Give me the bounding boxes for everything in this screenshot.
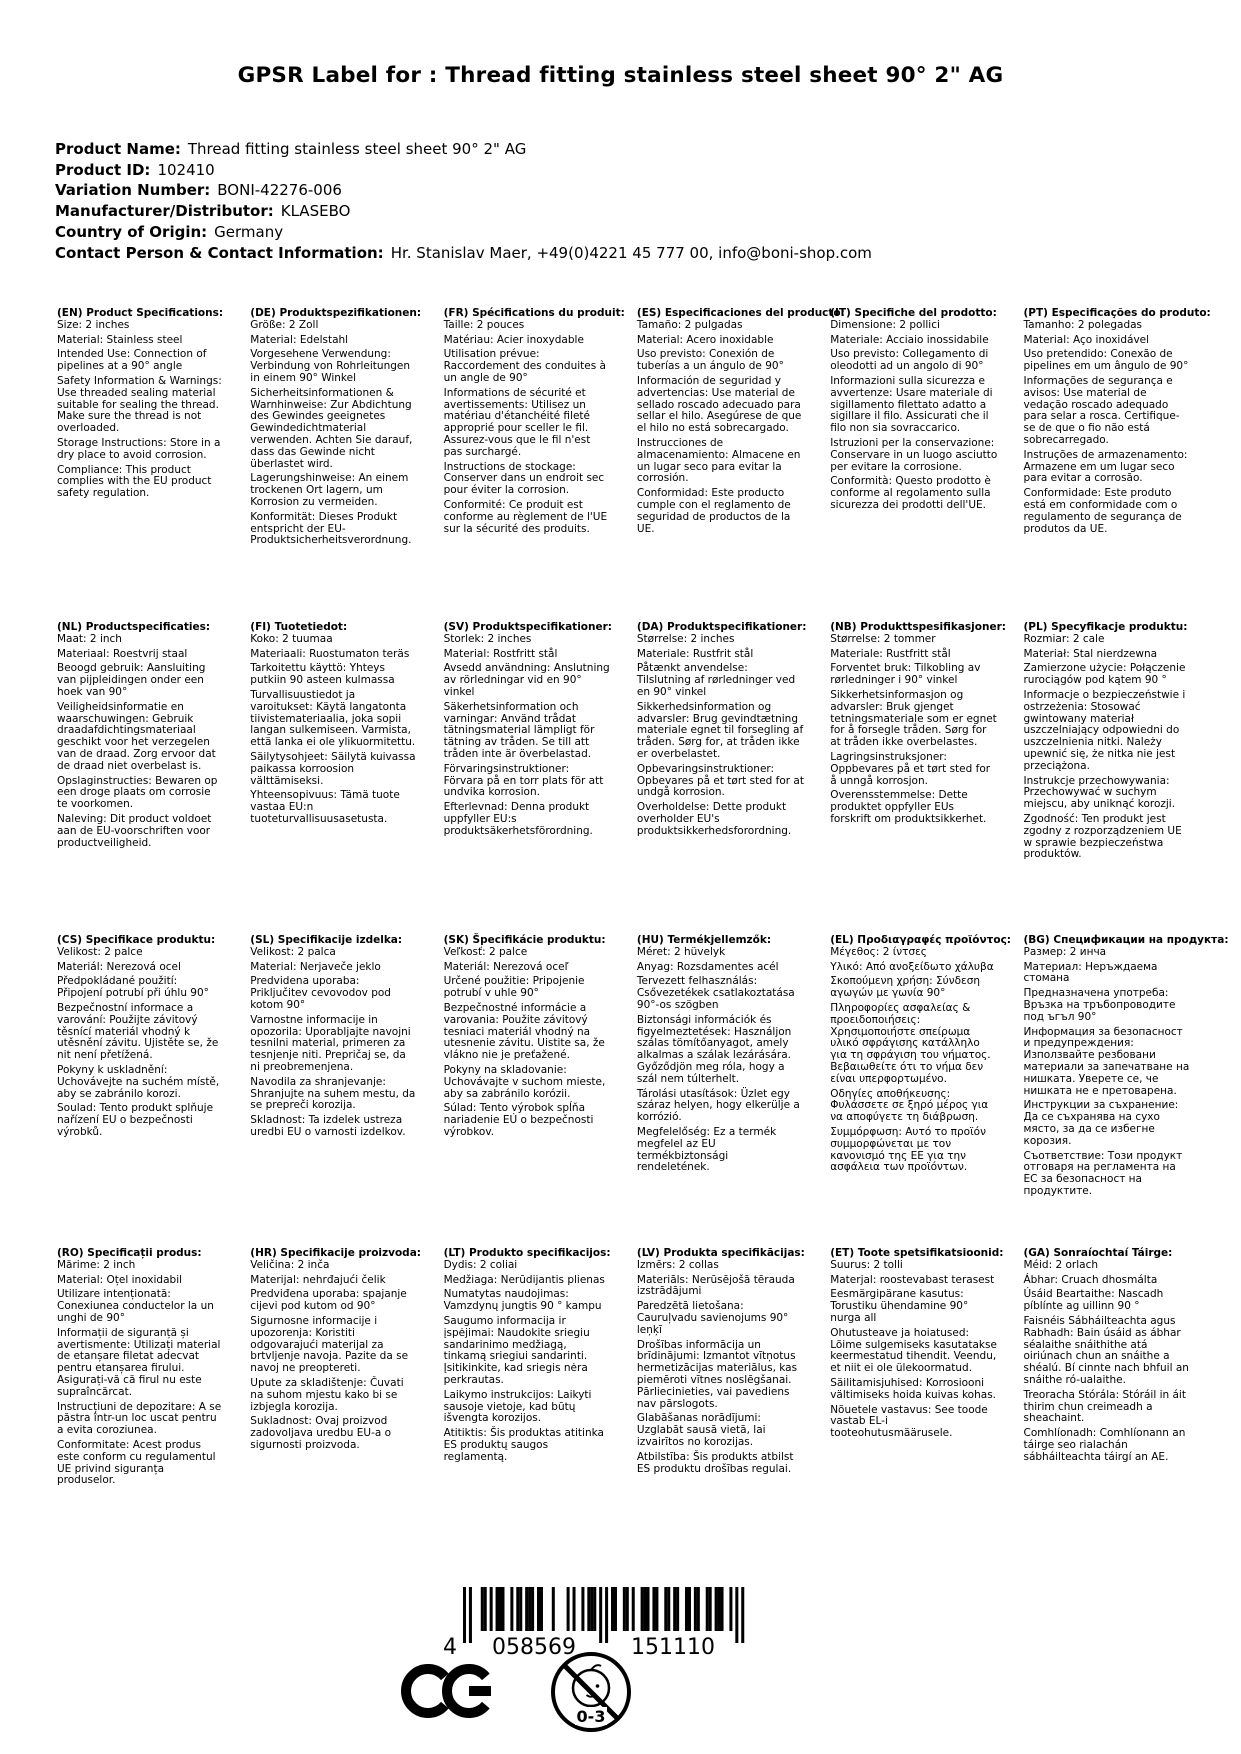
spec-paragraph: Nõuetele vastavus: See toode vastab EL-i tooteohutusmäärusele. bbox=[830, 1403, 988, 1440]
spec-heading: (HR) Specifikacije proizvoda: bbox=[250, 1247, 421, 1259]
spec-paragraph: Lagringsinstruksjoner: Oppbevares på et tørt sted for å unngå korrosjon. bbox=[830, 750, 991, 787]
spec-paragraph: Säilytysohjeet: Säilytä kuivassa paikassa korroosion välttämiseksi. bbox=[250, 750, 416, 787]
spec-paragraph: Informații de siguranță și avertismente: Utilizați material de etanșare filetat adecvat pentru etanșarea firului. Asigurați-vă că firul nu este supraîncărcat. bbox=[57, 1326, 221, 1398]
spec-heading: (SL) Specifikacije izdelka: bbox=[250, 934, 403, 946]
info-label: Product Name: bbox=[55, 140, 181, 158]
product-info-row bbox=[55, 139, 872, 160]
spec-block-el bbox=[830, 935, 1023, 1248]
spec-heading: (FR) Spécifications du produit: bbox=[443, 307, 625, 319]
spec-paragraph: Varnostne informacije in opozorila: Uporabljajte navojni tesnilni material, primeren za tesnjenje niti. Prepričaj se, da ni preobremenjena. bbox=[250, 1013, 411, 1073]
spec-heading: (NB) Produkttspesifikasjoner: bbox=[830, 621, 1006, 633]
spec-paragraph: Veličina: 2 inča bbox=[250, 1258, 330, 1271]
spec-paragraph: Izmērs: 2 collas bbox=[636, 1258, 719, 1271]
spec-heading: (DE) Produktspezifikationen: bbox=[250, 307, 422, 319]
spec-paragraph: Saugumo informacija ir įspėjimai: Naudokite sriegiu sandarinimo medžiagą, tinkamą sriegiui sandarinti. Įsitikinkite, kad sriegis nėra perkrautas. bbox=[443, 1314, 590, 1386]
spec-heading: (GA) Sonraíochtaí Táirge: bbox=[1023, 1247, 1173, 1259]
spec-paragraph: Material: Edelstahl bbox=[250, 333, 349, 346]
spec-block-ro bbox=[57, 1248, 250, 1487]
page-title: GPSR Label for : Thread fitting stainless steel sheet 90° 2" AG bbox=[237, 63, 1004, 88]
spec-paragraph: Suurus: 2 tolli bbox=[830, 1258, 903, 1271]
info-value: BONI-42276-006 bbox=[217, 181, 342, 200]
spec-paragraph: Méret: 2 hüvelyk bbox=[636, 945, 726, 958]
spec-paragraph: Sikkerhedsinformation og advarsler: Brug gevindtætning materiale egnet til forsegling af tråden. Sørg for, at tråden ikke er overbelastet. bbox=[636, 700, 804, 760]
spec-paragraph: Размер: 2 инча bbox=[1023, 945, 1107, 958]
spec-paragraph: Materiale: Acciaio inossidabile bbox=[830, 333, 989, 346]
spec-heading: (HU) Termékjellemzők: bbox=[636, 934, 772, 946]
spec-heading: (FI) Tuotetiedot: bbox=[250, 621, 348, 633]
spec-paragraph: Съответствие: Този продукт отговаря на регламента на ЕС за безопасност на продуктите. bbox=[1023, 1149, 1183, 1197]
spec-paragraph: Instruções de armazenamento: Armazene em um lugar seco para evitar a corrosão. bbox=[1023, 448, 1188, 485]
spec-heading: (LV) Produkta specifikācijas: bbox=[636, 1247, 805, 1259]
spec-block-nb bbox=[830, 622, 1023, 935]
spec-heading: (RO) Specificații produs: bbox=[57, 1247, 202, 1259]
spec-paragraph: Tamaño: 2 pulgadas bbox=[636, 318, 743, 331]
spec-paragraph: Koko: 2 tuumaa bbox=[250, 632, 333, 645]
spec-paragraph: Uso previsto: Conexión de tuberías a un ángulo de 90° bbox=[636, 348, 784, 373]
spec-paragraph: Tarkoitettu käyttö: Yhteys putkiin 90 asteen kulmassa bbox=[250, 662, 395, 687]
spec-paragraph: Säkerhetsinformation och varningar: Använd trådat tätningsmaterial lämpligt för tätning av tråden. Se till att tråden inte är överbelastad. bbox=[443, 700, 595, 760]
spec-paragraph: Materiál: Nerezová oceľ bbox=[443, 960, 569, 973]
spec-paragraph: Materijal: nehrđajući čelik bbox=[250, 1273, 386, 1286]
spec-paragraph: Efterlevnad: Denna produkt uppfyller EU:s produktsäkerhetsförordning. bbox=[443, 801, 593, 837]
spec-paragraph: Bezpečnostné informácie a varovania: Použite závitový tesniaci materiál vhodný na utesnenie závitu. Uistite sa, že vlákno nie je preťažené. bbox=[443, 1001, 605, 1062]
spec-paragraph: Conformità: Questo prodotto è conforme al regolamento sulla sicurezza dei prodotti dell'UE. bbox=[830, 475, 991, 511]
spec-heading: (EN) Product Specifications: bbox=[57, 307, 224, 319]
spec-paragraph: Materiál: Nerezová ocel bbox=[57, 960, 181, 973]
spec-paragraph: Material: Acero inoxidable bbox=[636, 333, 774, 346]
spec-heading: (IT) Specifiche del prodotto: bbox=[830, 307, 997, 319]
spec-paragraph: Veľkosť: 2 palce bbox=[443, 945, 528, 958]
spec-paragraph: Información de seguridad y advertencias: Use material de sellado roscado adecuado para sellar el hilo. Asegúrese de que el hilo no está sobrecargado. bbox=[636, 374, 802, 435]
spec-paragraph: Pokyny k uskladnění: Uchovávejte na suchém místě, aby se zabránilo korozi. bbox=[57, 1063, 220, 1100]
spec-heading: (NL) Productspecificaties: bbox=[57, 621, 211, 633]
spec-paragraph: Materiale: Rustfritt stål bbox=[830, 647, 951, 660]
spec-paragraph: Sicherheitsinformationen & Warnhinweise: Zur Abdichtung des Gewindes geeignetes Gewindedichtmaterial verwenden. Achten Sie darauf, dass das Gewinde nicht überlastet wird. bbox=[250, 386, 413, 470]
spec-paragraph: Faisnéis Sábháilteachta agus Rabhadh: Bain úsáid as ábhar séalaithe snáithithe atá oiriúnach chun an snáithe a shéalú. Bí cinnte nach bhfuil an snáithe ró-ualaithe. bbox=[1023, 1314, 1189, 1386]
product-info-row bbox=[55, 243, 872, 264]
spec-paragraph: Material: Oțel inoxidabil bbox=[57, 1273, 183, 1286]
spec-paragraph: Material: Nerjaveče jeklo bbox=[250, 960, 381, 973]
ean13-barcode bbox=[437, 1587, 757, 1659]
barcode-left-digits: 058569 bbox=[492, 1635, 576, 1659]
ce-mark-icon bbox=[400, 1660, 498, 1722]
spec-paragraph: Sukladnost: Ovaj proizvod zadovoljava uredbu EU-a o sigurnosti proizvoda. bbox=[250, 1415, 392, 1451]
spec-paragraph: Dimensione: 2 pollici bbox=[830, 318, 940, 331]
spec-paragraph: Avsedd användning: Anslutning av rörledningar vid en 90° vinkel bbox=[443, 662, 610, 698]
spec-paragraph: Mărime: 2 inch bbox=[57, 1258, 136, 1271]
spec-heading: (ES) Especificaciones del producto: bbox=[636, 307, 845, 319]
spec-block-sk bbox=[444, 935, 637, 1248]
spec-block-hu bbox=[637, 935, 830, 1248]
spec-heading: (CS) Specifikace produktu: bbox=[57, 934, 216, 946]
spec-paragraph: Πληροφορίες ασφαλείας & προειδοποιήσεις: Χρησιμοποιήστε σπείρωμα υλικό σφράγισης κατάλληλο για τη σφράγιση του νήματος. Βεβαιωθείτε ότι το νήμα δεν είναι υπερφορτωμένο. bbox=[830, 1001, 991, 1085]
spec-block-it bbox=[830, 308, 1023, 622]
spec-paragraph: Tervezett felhasználás: Csővezetékek csatlakoztatása 90°-os szögben bbox=[636, 975, 795, 1011]
spec-paragraph: Opbevaringsinstruktioner: Opbevares på et tørt sted for at undgå korrosion. bbox=[636, 762, 804, 799]
spec-paragraph: Intended Use: Connection of pipelines at a 90° angle bbox=[57, 348, 207, 373]
spec-paragraph: Yhteensopivuus: Tämä tuote vastaa EU:n tuoteturvallisuusasetusta. bbox=[250, 789, 400, 825]
spec-paragraph: Materiaal: Roestvrij staal bbox=[57, 647, 188, 660]
info-value: Hr. Stanislav Maer, +49(0)4221 45 777 00, info@boni-shop.com bbox=[390, 243, 872, 262]
spec-paragraph: Vorgesehene Verwendung: Verbindung von Rohrleitungen in einem 90° Winkel bbox=[250, 348, 411, 384]
product-info-row bbox=[55, 160, 872, 181]
spec-paragraph: Beoogd gebruik: Aansluiting van pijpleidingen onder een hoek van 90° bbox=[57, 662, 206, 698]
spec-paragraph: Material: Stainless steel bbox=[57, 333, 183, 346]
spec-heading: (PL) Specyfikacje produktu: bbox=[1023, 621, 1188, 633]
spec-paragraph: Conformidade: Este produto está em conformidade com o regulamento de segurança de produtos da UE. bbox=[1023, 487, 1182, 535]
spec-paragraph: Pokyny na skladovanie: Uchovávajte v suchom mieste, aby sa zabránilo korózii. bbox=[443, 1063, 606, 1100]
spec-paragraph: Opslaginstructies: Bewaren op een droge plaats om corrosie te voorkomen. bbox=[57, 774, 218, 811]
spec-paragraph: Rozmiar: 2 cale bbox=[1023, 632, 1105, 645]
spec-paragraph: Dydis: 2 coliai bbox=[443, 1258, 518, 1271]
spec-paragraph: Konformität: Dieses Produkt entspricht der EU-Produktsicherheitsverordnung. bbox=[250, 510, 412, 547]
spec-paragraph: Sikkerhetsinformasjon og advarsler: Bruk gjenget tetningsmateriale som er egnet for å forsegle tråden. Sørg for at tråden ikke overbelastes. bbox=[830, 688, 997, 749]
spec-paragraph: Materiāls: Nerūsējošā tērauda izstrādājumi bbox=[636, 1273, 795, 1298]
spec-paragraph: Uso previsto: Collegamento di oleodotti ad un angolo di 90° bbox=[830, 348, 989, 373]
spec-paragraph: Taille: 2 pouces bbox=[443, 318, 525, 331]
info-label: Variation Number: bbox=[55, 181, 211, 200]
spec-paragraph: Предназначена употреба: Връзка на тръбопроводите под ъгъл 90° bbox=[1023, 987, 1176, 1023]
spec-paragraph: Predviđena uporaba: spajanje cijevi pod kutom od 90° bbox=[250, 1288, 407, 1313]
spec-paragraph: Informations de sécurité et avertissements: Utilisez un matériau d'étanchéité fileté approprié pour sceller le fil. Assurez-vous que le fil n'est pas surchargé. bbox=[443, 386, 591, 458]
spec-paragraph: Tárolási utasítások: Üzlet egy száraz helyen, hogy elkerülje a korrózió. bbox=[636, 1087, 800, 1124]
spec-paragraph: Predvidena uporaba: Priključitev cevovodov pod kotom 90° bbox=[250, 975, 391, 1011]
spec-paragraph: Upute za skladištenje: Čuvati na suhom mjestu kako bi se izbjegla korozija. bbox=[250, 1376, 404, 1413]
spec-block-en bbox=[57, 308, 250, 622]
spec-paragraph: Instrukcje przechowywania: Przechowywać w suchym miejscu, aby uniknąć korozji. bbox=[1023, 774, 1176, 811]
spec-paragraph: Informacje o bezpieczeństwie i ostrzeżenia: Stosować gwintowany materiał uszczelniający odpowiedni do uszczelnienia nitki. Należy upewnić się, że nitka nie jest przeciążona. bbox=[1023, 688, 1186, 772]
spec-block-cs bbox=[57, 935, 250, 1248]
spec-paragraph: Οδηγίες αποθήκευσης: Φυλάσσετε σε ξηρό μέρος για να αποφύγετε τη διάβρωση. bbox=[830, 1087, 989, 1124]
spec-paragraph: Treoracha Stórála: Stóráil in áit thirim chun creimeadh a sheachaint. bbox=[1023, 1388, 1186, 1425]
spec-paragraph: Velikost: 2 palce bbox=[57, 945, 143, 958]
spec-paragraph: Zamierzone użycie: Połączenie rurociągów pod kątem 90 ° bbox=[1023, 662, 1186, 687]
spec-paragraph: Påtænkt anvendelse: Tilslutning af rørledninger ved en 90° vinkel bbox=[636, 662, 796, 698]
spec-paragraph: Overensstemmelse: Dette produktet oppfyller EUs forskrift om produktsikkerhet. bbox=[830, 789, 987, 825]
spec-paragraph: Comhlíonadh: Comhlíonann an táirge seo rialachán sábháilteachta táirgí an AE. bbox=[1023, 1427, 1186, 1463]
product-info-row bbox=[55, 222, 872, 243]
spec-paragraph: Anyag: Rozsdamentes acél bbox=[636, 960, 779, 973]
spec-heading: (BG) Спецификации на продукта: bbox=[1023, 934, 1229, 946]
spec-paragraph: Glabāšanas norādījumi: Uzglabāt sausā vietā, lai izvairītos no korozijas. bbox=[636, 1412, 766, 1448]
spec-block-lv bbox=[637, 1248, 830, 1487]
spec-paragraph: Atitiktis: Šis produktas atitinka ES produktų saugos reglamentą. bbox=[443, 1427, 604, 1463]
spec-block-de bbox=[250, 308, 443, 622]
spec-paragraph: Informazioni sulla sicurezza e avvertenze: Usare materiale di sigillamento filettato adatto a sigillare il filo. Assicurati che il filo non sia sovraccarico. bbox=[830, 374, 993, 435]
spec-paragraph: Uso pretendido: Conexão de pipelines em um ângulo de 90° bbox=[1023, 348, 1189, 373]
spec-block-hr bbox=[250, 1248, 443, 1487]
spec-block-sl bbox=[250, 935, 443, 1248]
age-warning-symbol bbox=[549, 1650, 633, 1734]
spec-paragraph: Určené použitie: Pripojenie potrubí v uhle 90° bbox=[443, 975, 585, 1000]
spec-paragraph: Conformité: Ce produit est conforme au règlement de l'UE sur la sécurité des produits. bbox=[443, 498, 608, 535]
spec-paragraph: Overholdelse: Dette produkt overholder EU's produktsikkerhedsforordning. bbox=[636, 801, 792, 837]
spec-paragraph: Lagerungshinweise: An einem trockenen Ort lagern, um Korrosion zu vermeiden. bbox=[250, 472, 409, 508]
spec-heading: (SV) Produktspecifikationer: bbox=[443, 621, 612, 633]
info-label: Manufacturer/Distributor: bbox=[55, 202, 274, 221]
spec-paragraph: Sigurnosne informacije i upozorenja: Koristiti odgovarajući materijal za brtvljenje navoja. Pazite da se navoj ne preoptereti. bbox=[250, 1314, 409, 1375]
spec-paragraph: Materjal: roostevabast terasest bbox=[830, 1273, 995, 1286]
spec-paragraph: Drošības informācija un brīdinājumi: Izmantot vītņotus hermetizācijas materiālus, kas piemēroti vītnes noslēgšanai. Pārliecinieties, vai pavediens nav pārslogots. bbox=[636, 1338, 798, 1410]
spec-paragraph: Материал: Неръждаема стомана bbox=[1023, 960, 1158, 985]
spec-paragraph: Ohutusteave ja hoiatused: Lõime sulgemiseks kasutatakse keermestatud tihendit. Veendu, et niit ei ole ülekoormatud. bbox=[830, 1326, 997, 1375]
spec-paragraph: Μέγεθος: 2 ίντσες bbox=[830, 945, 927, 958]
spec-block-ga bbox=[1023, 1248, 1216, 1487]
spec-paragraph: Инструкции за съхранение: Да се съхранява на сухо място, за да се избегне корозия. bbox=[1023, 1099, 1179, 1147]
spec-paragraph: Skladnost: Ta izdelek ustreza uredbi EU o varnosti izdelkov. bbox=[250, 1114, 406, 1138]
spec-paragraph: Méid: 2 orlach bbox=[1023, 1258, 1098, 1271]
spec-paragraph: Materiale: Rustfrit stål bbox=[636, 647, 754, 660]
info-value: Germany bbox=[214, 222, 284, 241]
spec-paragraph: Laikymo instrukcijos: Laikyti sausoje vietoje, kad būtų išvengta korozijos. bbox=[443, 1388, 592, 1425]
info-label: Country of Origin: bbox=[55, 222, 208, 241]
spec-paragraph: Naleving: Dit product voldoet aan de EU-voorschriften voor productveiligheid. bbox=[57, 812, 212, 849]
spec-paragraph: Biztonsági információk és figyelmeztetések: Használjon szálas tömítőanyagot, amely alkalmas a szálak lezárására. Győződjön meg róla, hogy a szál nem túlterhelt. bbox=[636, 1013, 792, 1085]
spec-paragraph: Størrelse: 2 inches bbox=[636, 632, 735, 645]
spec-heading: (PT) Especificações do produto: bbox=[1023, 307, 1211, 319]
spec-paragraph: Veiligheidsinformatie en waarschuwingen: Gebruik draadafdichtingsmateriaal geschikt voor het verzegelen van de draad. Zorg ervoor dat de draad niet overbelast is. bbox=[57, 700, 216, 772]
spec-paragraph: Instrucciones de almacenamiento: Almacene en un lugar seco para evitar la corrosión. bbox=[636, 436, 801, 485]
info-value: 102410 bbox=[157, 160, 215, 179]
spec-paragraph: Navodila za shranjevanje: Shranjujte na suhem mestu, da se prepreči korozija. bbox=[250, 1075, 416, 1112]
spec-paragraph: Velikost: 2 palca bbox=[250, 945, 336, 958]
spec-paragraph: Materiał: Stal nierdzewna bbox=[1023, 647, 1158, 660]
spec-block-es bbox=[636, 307, 845, 622]
spec-heading: (DA) Produktspecifikationer: bbox=[636, 621, 807, 633]
spec-paragraph: Instrucțiuni de depozitare: A se păstra într-un loc uscat pentru a evita coroziunea. bbox=[57, 1400, 222, 1437]
spec-block-pl bbox=[1023, 622, 1216, 935]
spec-paragraph: Soulad: Tento produkt splňuje nařízení EU o bezpečnosti výrobků. bbox=[57, 1102, 214, 1138]
product-info bbox=[55, 139, 872, 263]
spec-paragraph: Zgodność: Ten produkt jest zgodny z rozporządzeniem UE w sprawie bezpieczeństwa produktów. bbox=[1023, 812, 1182, 861]
spec-paragraph: Compliance: This product complies with the EU product safety regulation. bbox=[57, 463, 212, 500]
spec-paragraph: Storlek: 2 inches bbox=[443, 632, 532, 645]
spec-paragraph: Instructions de stockage: Conserver dans un endroit sec pour éviter la corrosion. bbox=[443, 460, 605, 497]
spec-heading: (LT) Produkto specifikacijos: bbox=[443, 1247, 611, 1259]
spec-paragraph: Ábhar: Cruach dhosmálta bbox=[1023, 1273, 1158, 1286]
spec-paragraph: Předpokládané použití: Připojení potrubí při úhlu 90° bbox=[57, 975, 209, 1000]
spec-paragraph: Tamanho: 2 polegadas bbox=[1023, 318, 1143, 331]
spec-paragraph: Größe: 2 Zoll bbox=[250, 318, 319, 331]
spec-paragraph: Säilitamisjuhised: Korrosiooni vältimiseks hoida kuivas kohas. bbox=[830, 1376, 996, 1401]
spec-paragraph: Utilizare intenționată: Conexiunea conductelor la un unghi de 90° bbox=[57, 1288, 214, 1324]
spec-block-nl bbox=[57, 622, 250, 935]
barcode-right-digits: 151110 bbox=[631, 1635, 715, 1659]
spec-block-pt bbox=[1023, 308, 1216, 622]
spec-block-fi bbox=[250, 622, 443, 935]
spec-paragraph: Paredzētā lietošana: Cauruļvadu savienojums 90° leņķī bbox=[636, 1300, 789, 1336]
spec-paragraph: Forventet bruk: Tilkobling av rørledninger i 90° vinkel bbox=[830, 662, 981, 687]
spec-paragraph: Maat: 2 inch bbox=[57, 632, 122, 645]
spec-paragraph: Storage Instructions: Store in a dry place to avoid corrosion. bbox=[57, 436, 221, 461]
spec-paragraph: Utilisation prévue: Raccordement des conduites à un angle de 90° bbox=[443, 348, 606, 384]
spec-paragraph: Förvaringsinstruktioner: Förvara på en torr plats för att undvika korrosion. bbox=[443, 762, 604, 799]
spec-paragraph: Turvallisuustiedot ja varoitukset: Käytä langatonta tiivistemateriaalia, joka sopii langan sulkemiseen. Varmista, että lanka ei ole ylikuormitettu. bbox=[250, 688, 416, 749]
spec-paragraph: Úsáid Beartaithe: Nascadh píblínte ag uillinn 90 ° bbox=[1023, 1288, 1164, 1313]
age-warning-0-3-icon bbox=[549, 1650, 633, 1734]
spec-heading: (EL) Προδιαγραφές προϊόντος: bbox=[830, 934, 1011, 946]
spec-block-et bbox=[830, 1248, 1023, 1487]
age-warning-label: 0-3 bbox=[576, 1707, 606, 1726]
spec-paragraph: Eesmärgipärane kasutus: Torustiku ühendamine 90° nurga all bbox=[830, 1288, 969, 1324]
info-value: KLASEBO bbox=[280, 202, 351, 221]
spec-block-lt bbox=[444, 1248, 637, 1487]
spec-paragraph: Material: Rostfritt stål bbox=[443, 647, 558, 660]
spec-paragraph: Информация за безопасност и предупреждения: Използвайте резбовани материали за запечатване на нишката. Уверете се, че нишката не е претоварена. bbox=[1023, 1025, 1190, 1097]
spec-paragraph: Σκοπούμενη χρήση: Σύνδεση αγωγών με γωνία 90° bbox=[830, 975, 981, 1000]
spec-paragraph: Matériau: Acier inoxydable bbox=[443, 333, 584, 346]
spec-paragraph: Súlad: Tento výrobok spĺňa nariadenie EÚ o bezpečnosti výrobkov. bbox=[443, 1102, 594, 1138]
info-label: Product ID: bbox=[55, 160, 151, 179]
product-info-row bbox=[55, 180, 872, 201]
spec-paragraph: Material: Aço inoxidável bbox=[1023, 333, 1150, 346]
barcode bbox=[437, 1587, 757, 1659]
spec-paragraph: Størrelse: 2 tommer bbox=[830, 632, 936, 645]
spec-heading: (SK) Špecifikácie produktu: bbox=[443, 934, 606, 946]
spec-paragraph: Conformidad: Este producto cumple con el reglamento de seguridad de productos de la UE. bbox=[636, 487, 791, 535]
spec-paragraph: Bezpečnostní informace a varování: Použijte závitový těsnící materiál vhodný k utěsnění závitu. Ujistěte se, že nit není přetížená. bbox=[57, 1001, 219, 1062]
spec-block-fr bbox=[444, 308, 637, 622]
spec-paragraph: Megfelelőség: Ez a termék megfelel az EU termékbiztonsági rendeletének. bbox=[636, 1125, 777, 1174]
spec-paragraph: Υλικό: Από ανοξείδωτο χάλυβα bbox=[830, 960, 994, 973]
spec-block-bg bbox=[1023, 934, 1229, 1248]
spec-paragraph: Atbilstība: Šis produkts atbilst ES produktu drošības regulai. bbox=[636, 1450, 794, 1475]
spec-heading: (ET) Toote spetsifikatsioonid: bbox=[830, 1247, 1004, 1259]
spec-block-da bbox=[637, 622, 830, 935]
spec-paragraph: Conformitate: Acest produs este conform cu regulamentul UE privind siguranța produselor. bbox=[57, 1438, 216, 1487]
info-value: Thread fitting stainless steel sheet 90° 2" AG bbox=[187, 140, 527, 158]
product-info-row bbox=[55, 201, 872, 222]
spec-paragraph: Numatytas naudojimas: Vamzdynų jungtis 90 ° kampu bbox=[443, 1288, 602, 1313]
spec-grid bbox=[57, 307, 1229, 1487]
barcode-digit-lead: 4 bbox=[443, 1635, 457, 1659]
spec-block-sv bbox=[444, 622, 637, 935]
spec-paragraph: Materiaali: Ruostumaton teräs bbox=[250, 647, 410, 660]
info-label: Contact Person & Contact Information: bbox=[55, 243, 384, 262]
spec-paragraph: Istruzioni per la conservazione: Conservare in un luogo asciutto per evitare la corrosione. bbox=[830, 436, 998, 473]
spec-paragraph: Medžiaga: Nerūdijantis plienas bbox=[443, 1273, 605, 1286]
spec-paragraph: Informações de segurança e avisos: Use material de vedação roscado adequado para selar a rosca. Certifique-se de que o fio não está sobrecarregado. bbox=[1023, 374, 1180, 446]
spec-paragraph: Συμμόρφωση: Αυτό το προϊόν συμμορφώνεται με τον κανονισμό της ΕΕ για την ασφάλεια των προϊόντων. bbox=[830, 1125, 986, 1174]
spec-paragraph: Safety Information & Warnings: Use threaded sealing material suitable for sealing the thread. Make sure the thread is not overloaded. bbox=[57, 374, 222, 435]
ce-mark bbox=[400, 1660, 498, 1722]
spec-paragraph: Size: 2 inches bbox=[57, 318, 130, 331]
